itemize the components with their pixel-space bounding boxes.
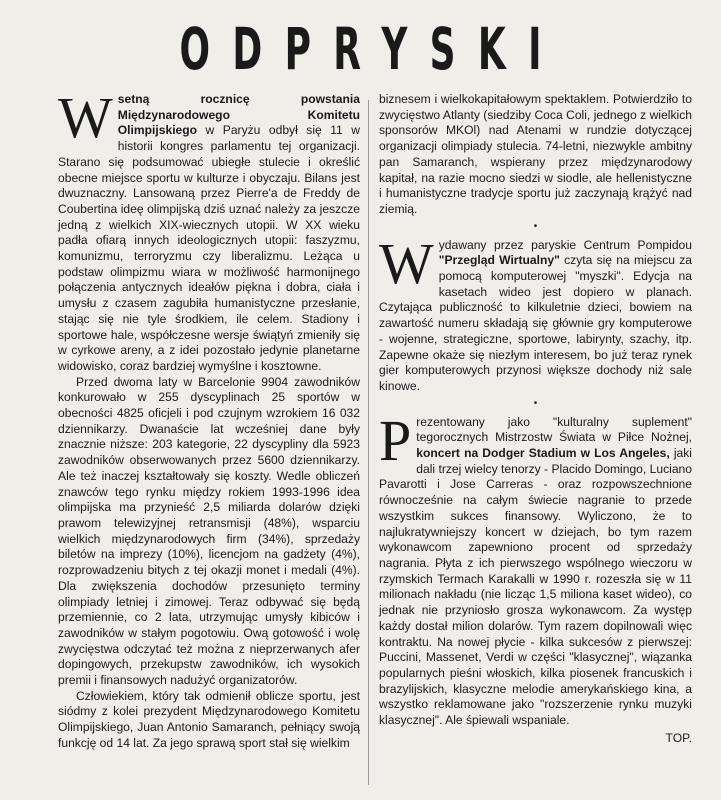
drop-cap: W (58, 85, 113, 150)
paragraph-text: ydawany przez paryskie Centrum Pompidou (438, 237, 692, 252)
article-three-tenors (379, 407, 692, 729)
section-separator: • (533, 397, 538, 409)
drop-cap: W (379, 230, 434, 296)
article-olympics-continuation: biznesem i wielkokapitałowym spektaklem. Potwierdziło to zwycięstwo Atlanty (siedziby Coca Coli, jednego z wielkich sponsorów MKOl) nad Atenami w rundzie dotyczącej organizacji olimpiady stulecia. 74-letni, niezwykle ambitny pan Samaranch, wspierany przez międzynarodowy kapitał, na razie mocno siedzi w siodle, ale hellenistyczne i humanistyczne tradycje sportu już zaczynają krążyć nad ziemią. (379, 92, 692, 216)
paragraph-text: rezentowany jako "kulturalny suplement" tegorocznych Mistrzostw Świata w Piłce Nożnej, (416, 414, 692, 445)
article-olympics-paragraph-3: Człowiekiem, który tak odmienił oblicze sportu, jest siódmy z kolei prezydent Międzynarodowego Komitetu Olimpijskiego, Juan Antonio Samaranch, pełniący swoją funkcję od 14 lat. Za jego sprawą sport stał się wielkim (58, 688, 360, 750)
left-column (58, 85, 360, 752)
lead-bold: setną rocznicę powstania Międzynarodowego Komitetu Olimpijskiego (117, 92, 360, 138)
section-separator: • (533, 220, 538, 232)
right-column (379, 92, 692, 746)
paragraph-text: jaki dali trzej wielcy tenorzy - Placido Domingo, Luciano Pavarotti i Jose Carreras - oraz rozpowszechnione równocześnie na całym świecie nagranie to przede wszystkim sukces finansowy. Wyliczono, że to najlukratywniejszy koncert w dziejach, bo tym razem wykonawcom zapewniono procent od sprzedaży nagrania. Płyta z ich pierwszego wspólnego wieczoru w rzymskich Termach Karakalli w 1990 r. rozeszła się w 11 milionach nakładu (nie licząc 1,5 miliona kaset wideo), co jednak nie przyniosło grosza wykonawcom. Za występ każdy dostał milion dolarów. Tym razem dopilnowali więc kontraktu. Na nowej płycie - kilka sukcesów z pierwszej: Puccini, Massenet, Verdi w części "klasycznej", wiązanka popularnych pieśni włoskich, kilka piosenek francuskich i brazylijskich, klasyczne melodie amerykańskiego kina, a wszystko reklamowane jako "rozszerzenie rynku muzyki klasycznej". Ale śpiewali wspaniale. (379, 446, 692, 728)
drop-cap: P (379, 407, 412, 473)
paragraph-text: w Paryżu odbył się 11 w historii kongres parlamentu tej organizacji. Starano się podsumować ubiegłe stulecie i określić obecne miejsce sportu w kulturze i obyczaju. Bilans jest dwuznaczny. Lansowaną przez Pierre'a de Freddy de Coubertina ideę olimpijską dziś uznać należy za jeszcze jedną z wielkich XIX-wiecznych utopii. W XX wieku padła ofiarą innych ideologicznych utopii: faszyzmu, komunizmu, terroryzmu czy liberalizmu. Leżąca u podstaw olimpizmu wiara w możliwość harmonijnego połączenia antycznych ideałów piękna i dobra, ciała i umysłu z czasem zagubiła humanistyczne przesłanie, stając się nie tyle środkiem, ile celem. Stadiony i sportowe hale, współczesne wersje świątyń zmieniły się w cyrkowe areny, a z idei pozostało jedynie planetarne widowisko, coraz bardziej wymyślne i kosztowne. (58, 123, 360, 373)
page-title: ODPRYSKI (179, 15, 564, 83)
paragraph-text: czyta się na miejscu za pomocą komputerowej "myszki". Edycja na kasetach wideo jest dopiero w planach. Czytająca publiczność to kilkuletnie dzieci, bowiem na zawartość numeru składają się głównie gry komputerowe - wojenne, strategiczne, sportowe, labirynty, szachy, itp. Zapewne okaże się niezłym interesem, bo już teraz rynek gier komputerowych przynosi większe dochody niż sale kinowe. (379, 253, 692, 393)
column-divider (368, 100, 369, 785)
article-olympics-paragraph-2: Przed dwoma laty w Barcelonie 9904 zawodników konkurowało w 255 dyscyplinach 25 sportów w obecności 4825 oficjeli i pod czujnym wzrokiem 16 032 dziennikarzy. Dwanaście lat wcześniej dane były znacznie niższe: 203 kategorie, 22 dyscypliny dla 5923 zawodników obserwowanych przez 5600 dziennikarzy. Ale też inaczej kształtowały się koszty. Wedle obliczeń znawców tego rynku między rokiem 1993-1996 idea olimpijska ma przynieść 2,5 miliarda dolarów dzięki prawom telewizyjnej retransmisji (48%), wsparciu wielkich międzynarodowych firm (34%), sprzedaży biletów na imprezy (10%), licencjom na gadżety (4%), rozprowadzeniu bitych z tej okazji monet i medali (4%). Dla zwiększenia dochodów przesunięto terminy olimpiady letniej i zimowej. Teraz odbywać się będą przemiennie, co 2 lata, utrzymując umysły kibiców i zawodników w stałym pogotowiu. Ową gotowość i wolę zwycięstwa odczytać też można z nieprzerwanych afer dopingowych, przekupstw zawodników, ich wysokich premii i finansowych nadużyć organizatorów. (58, 374, 360, 688)
concert-bold: koncert na Dodger Stadium w Los Angeles, (416, 446, 670, 461)
article-virtual-review (379, 230, 692, 395)
magazine-title-bold: "Przegląd Wirtualny" (438, 253, 560, 268)
author-signature: TOP. (665, 730, 692, 745)
article-olympics-paragraph-1 (58, 85, 360, 375)
